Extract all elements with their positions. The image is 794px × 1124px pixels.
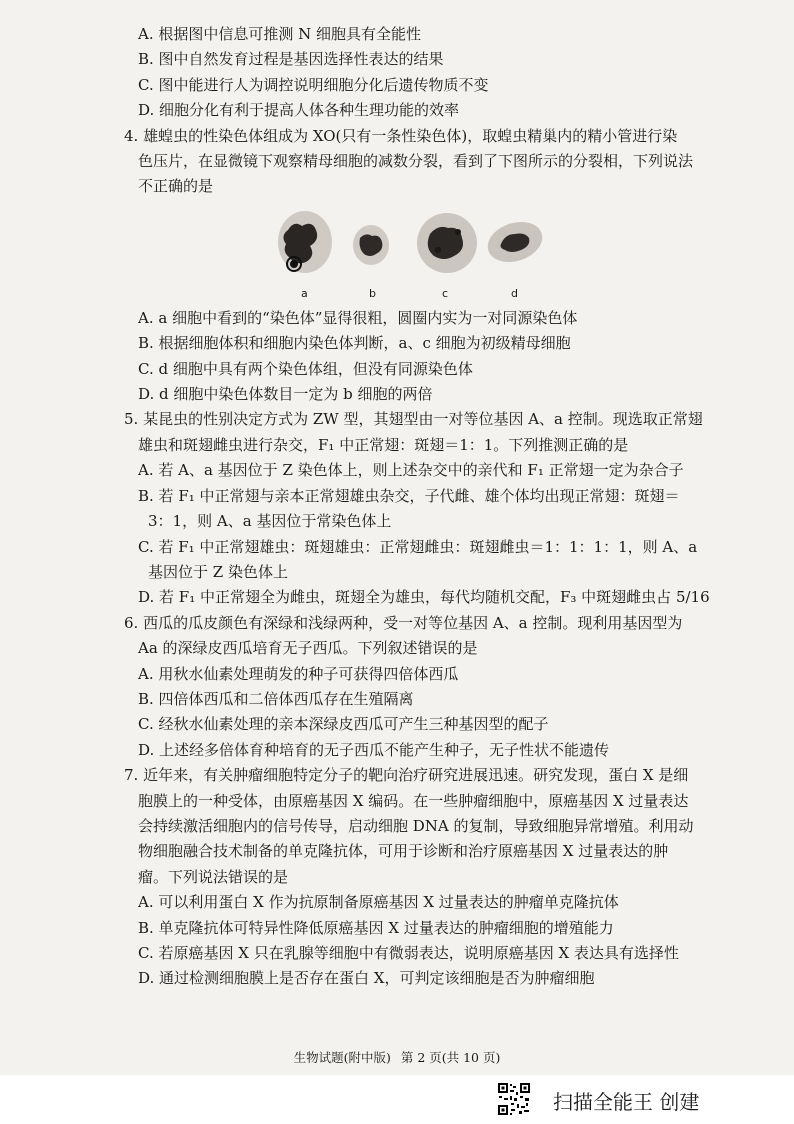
figure-label-a: a [301, 286, 308, 300]
text-line: B. 根据细胞体积和细胞内染色体判断，a、c 细胞为初级精母细胞 [138, 334, 571, 353]
cell-d-image [483, 218, 547, 266]
text-line: 3：1，则 A、a 基因位于常染色体上 [148, 512, 392, 531]
cell-a-image [274, 208, 336, 280]
text-line: D. 通过检测细胞膜上是否存在蛋白 X，可判定该细胞是否为肿瘤细胞 [138, 969, 595, 988]
question-block-1 [124, 22, 718, 200]
figure-label-c: c [442, 286, 449, 300]
text-line: C. 图中能进行人为调控说明细胞分化后遗传物质不变 [138, 75, 489, 94]
text-line: B. 图中自然发育过程是基因选择性表达的结果 [138, 50, 444, 69]
text-line: 不正确的是 [138, 177, 214, 196]
text-line: 6. 西瓜的瓜皮颜色有深绿和浅绿两种，受一对等位基因 A、a 控制。现利用基因型为 [124, 613, 683, 632]
text-line: C. 若 F₁ 中正常翅雄虫：斑翅雄虫：正常翅雌虫：斑翅雌虫＝1：1：1：1，则 A、a [138, 537, 698, 556]
text-line: A. 若 A、a 基因位于 Z 染色体上，则上述杂交中的亲代和 F₁ 正常翅一定为杂合子 [138, 461, 684, 480]
text-line: B. 四倍体西瓜和二倍体西瓜存在生殖隔离 [138, 689, 414, 708]
text-line: 雄虫和斑翅雌虫进行杂交，F₁ 中正常翅：斑翅＝1：1。下列推测正确的是 [138, 435, 629, 454]
text-line: Aa 的深绿皮西瓜培育无子西瓜。下列叙述错误的是 [138, 639, 478, 658]
text-line: 5. 某昆虫的性别决定方式为 ZW 型，其翅型由一对等位基因 A、a 控制。现选取正常翅 [124, 410, 703, 429]
text-line: C. d 细胞中具有两个染色体组，但没有同源染色体 [138, 359, 473, 378]
text-line: 色压片，在显微镜下观察精母细胞的减数分裂，看到了下图所示的分裂相，下列说法 [138, 152, 694, 171]
question-block-2 [124, 306, 718, 992]
text-line: 基因位于 Z 染色体上 [148, 562, 288, 581]
text-line: 会持续激活细胞内的信号传导，启动细胞 DNA 的复制，导致细胞异常增殖。利用动 [138, 816, 694, 835]
text-line: D. 上述经多倍体育种培育的无子西瓜不能产生种子，无子性状不能遗传 [138, 740, 610, 759]
text-line: D. 若 F₁ 中正常翅全为雌虫，斑翅全为雄虫，每代均随机交配，F₃ 中斑翅雌虫占 5/16 [138, 588, 710, 607]
text-line: A. a 细胞中看到的“染色体”显得很粗，圆圈内实为一对同源染色体 [138, 308, 578, 327]
text-line: C. 经秋水仙素处理的亲本深绿皮西瓜可产生三种基因型的配子 [138, 715, 549, 734]
text-line: A. 用秋水仙素处理萌发的种子可获得四倍体西瓜 [138, 664, 459, 683]
text-line: B. 若 F₁ 中正常翅与亲本正常翅雄虫杂交，子代雌、雄个体均出现正常翅：斑翅＝ [138, 486, 680, 505]
cell-c-image [414, 210, 480, 276]
question-text-area [124, 22, 718, 992]
text-line: 胞膜上的一种受体，由原癌基因 X 编码。在一些肿瘤细胞中，原癌基因 X 过量表达 [138, 791, 689, 810]
footer-page: 第 2 页(共 10 页) [400, 1050, 501, 1065]
qr-code-icon [497, 1082, 531, 1116]
text-line: D. 细胞分化有利于提高人体各种生理功能的效率 [138, 101, 460, 120]
cell-figure [128, 204, 718, 304]
text-line: 物细胞融合技术制备的单克隆抗体，可用于诊断和治疗原癌基因 X 过量表达的肿 [138, 842, 669, 861]
text-line: A. 根据图中信息可推测 N 细胞具有全能性 [138, 25, 422, 43]
footer-subject: 生物试题(附中版) [293, 1050, 391, 1065]
text-line: A. 可以利用蛋白 X 作为抗原制备原癌基因 X 过量表达的肿瘤单克隆抗体 [138, 893, 619, 912]
text-line: 7. 近年来，有关肿瘤细胞特定分子的靶向治疗研究进展迅速。研究发现，蛋白 X 是细 [124, 766, 689, 785]
text-line: 4. 雄蝗虫的性染色体组成为 XO(只有一条性染色体)，取蝗虫精巢内的精小管进行染 [124, 126, 678, 145]
figure-label-b: b [369, 286, 376, 300]
cell-b-image [350, 222, 392, 268]
page-footer [0, 1048, 794, 1066]
text-line: C. 若原癌基因 X 只在乳腺等细胞中有微弱表达，说明原癌基因 X 表达具有选择性 [138, 944, 679, 962]
scanner-watermark [497, 1082, 757, 1116]
text-line: B. 单克隆抗体可特异性降低原癌基因 X 过量表达的肿瘤细胞的增殖能力 [138, 918, 614, 937]
text-line: 瘤。下列说法错误的是 [138, 867, 289, 886]
text-line: D. d 细胞中染色体数目一定为 b 细胞的两倍 [138, 385, 433, 404]
figure-label-d: d [511, 286, 518, 300]
scanner-app-text: 扫描全能王 创建 [553, 1090, 700, 1114]
